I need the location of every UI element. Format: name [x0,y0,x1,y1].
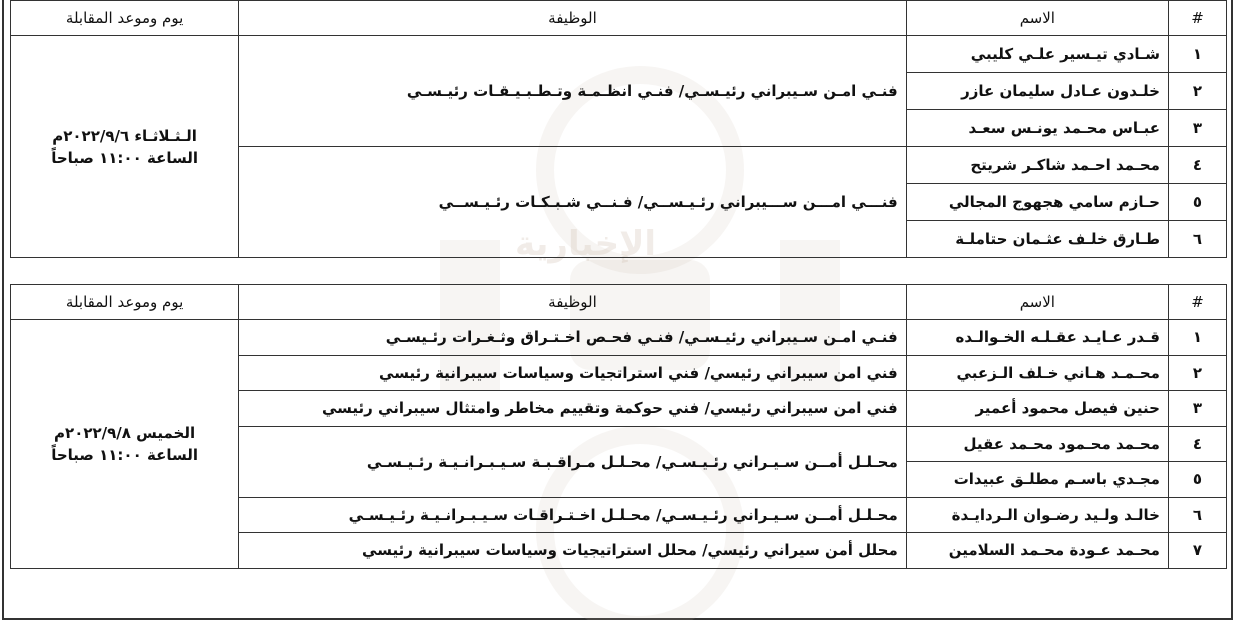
row-name: شـادي تيـسير علـي كليبي [906,36,1168,73]
row-name: حنين فيصل محمود أعمير [906,391,1168,427]
row-num: ٤ [1168,147,1226,184]
row-num: ٢ [1168,355,1226,391]
table-header-row [11,1,1227,36]
job-cell [239,147,907,258]
row-name: عبـاس محـمد يونـس سعـد [906,110,1168,147]
job-title: محـلـل أمــن سـيـراني رئـيـسـي/ محـلـل مـراقـبـة سـيـبـرانـيـة رئـيـسـي [366,452,898,471]
job-title: فني امن سيبراني رئيسي/ فني حوكمة وتقييم مخاطر وامتثال سيبراني رئيسي [321,399,898,418]
job-cell [239,426,907,497]
row-num: ٦ [1168,497,1226,533]
interview-day: الخميس ٢٠٢٢/٩/٨م [54,423,196,442]
table-row [11,36,1227,73]
job-cell [239,391,907,427]
row-num: ٧ [1168,533,1226,569]
header-job: الوظيفة [239,285,907,320]
row-num: ٤ [1168,426,1226,462]
row-name: محـمـد هـاني خـلف الـزعبي [906,355,1168,391]
header-date: يوم وموعد المقابلة [11,1,239,36]
row-num: ٣ [1168,110,1226,147]
job-cell [239,497,907,533]
row-num: ٣ [1168,391,1226,427]
row-name: محـمد عـودة محـمد السلامين [906,533,1168,569]
row-num: ٦ [1168,221,1226,258]
job-cell [239,533,907,569]
row-num: ٥ [1168,462,1226,498]
header-name: الاسم [906,285,1168,320]
row-name: مجـدي باسـم مطلـق عبيدات [906,462,1168,498]
row-name: محـمد محـمود محـمد عقيل [906,426,1168,462]
date-cell [11,36,239,258]
header-num: # [1168,1,1226,36]
row-num: ٢ [1168,73,1226,110]
interview-table-2 [10,284,1227,569]
job-cell [239,355,907,391]
interview-table-1 [10,0,1227,258]
job-title: فنـي امـن سـيبراني رئيـسـي/ فنـي فحـص اخـتـراق وثـغـرات رئـيسـي [385,328,898,347]
header-num: # [1168,285,1226,320]
watermark-text: الإخبارية [515,224,657,264]
job-title: فني امن سيبراني رئيسي/ فني استراتجيات وسياسات سيبرانية رئيسي [379,363,898,382]
job-cell [239,36,907,147]
table-header-row [11,285,1227,320]
job-cell [239,320,907,356]
header-name: الاسم [906,1,1168,36]
row-name: محـمد احـمد شاكـر شريتح [906,147,1168,184]
interview-day: الـثـلاثـاء ٢٠٢٢/٩/٦م [52,126,197,145]
interview-time: الساعة ١١:٠٠ صباحاً [51,148,198,167]
row-name: حـازم سامي هجهوج المجالي [906,184,1168,221]
row-num: ١ [1168,320,1226,356]
interview-time: الساعة ١١:٠٠ صباحاً [51,445,198,464]
header-date: يوم وموعد المقابلة [11,285,239,320]
job-title: فنـــي امـــن ســـيبراني رئـيـســي/ فـنــي شـبـكـات رئـيـســي [438,193,898,211]
row-name: خالـد ولـيد رضـوان الـردايـدة [906,497,1168,533]
job-title: محلل أمن سيراني رئيسي/ محلل استراتيجيات وسياسات سيبرانية رئيسي [362,541,898,560]
row-name: طـارق خلـف عثـمان حتاملـة [906,221,1168,258]
job-title: محـلـل أمــن سـيـراني رئـيـسـي/ محـلـل اخـتـراقـات سـيـبـرانـيـة رئـيـسـي [348,505,898,524]
row-name: خلـدون عـادل سليمان عازر [906,73,1168,110]
date-cell [11,320,239,569]
row-num: ٥ [1168,184,1226,221]
table-row [11,320,1227,356]
row-num: ١ [1168,36,1226,73]
row-name: قـدر عـايـد عقـلـه الخـوالـده [906,320,1168,356]
job-title: فنـي امـن سـيبراني رئيـسـي/ فنـي انظـمـة وتـطـبـيـقـات رئيـسـي [406,82,898,100]
header-job: الوظيفة [239,1,907,36]
